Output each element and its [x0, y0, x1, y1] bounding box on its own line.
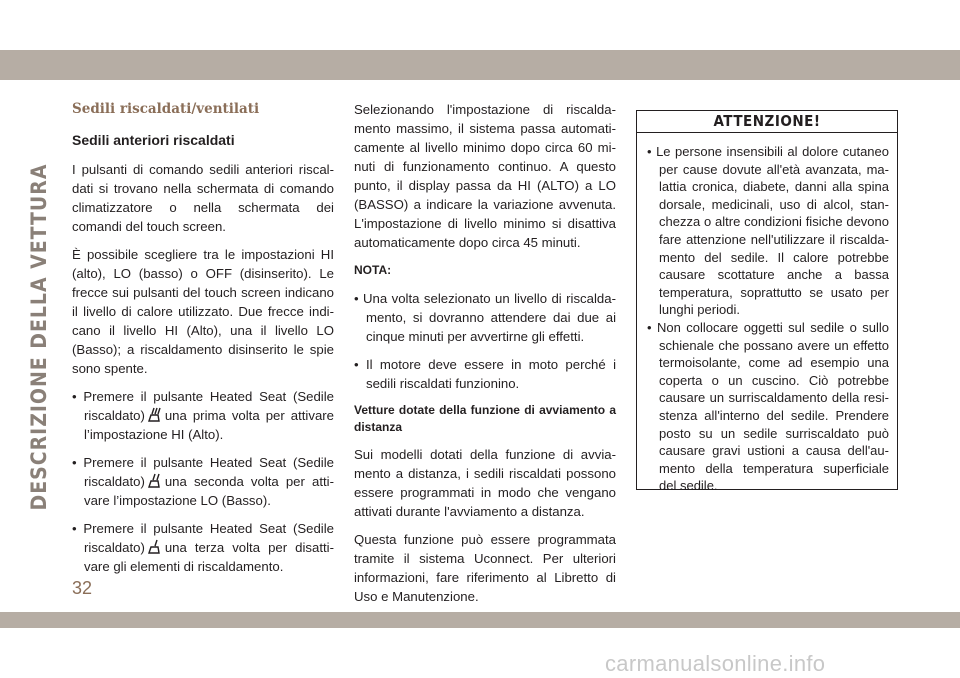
list-item: • Premere il pulsante Heated Seat (Sedile riscaldato) una seconda volta per attivare l’impostazione LO (Basso). [72, 455, 334, 508]
left-column [72, 100, 334, 585]
heated-seat-icon [147, 407, 163, 423]
middle-column [354, 100, 616, 615]
heated-seat-icon [147, 473, 163, 489]
subheading: Vetture dotate della funzione di avviamento a distanza [354, 403, 616, 434]
warning-title: ATTENZIONE! [637, 111, 897, 133]
list-item: • Una volta selezionato un livello di riscaldamento, si dovranno attendere dai due ai cinque minuti per avvertirne gli effetti. [354, 291, 616, 344]
list-item: • Non collocare oggetti sul sedile o sullo schienale che possano avere un effetto termoisolante, come ad esempio una coperta o un cuscino. Ciò potrebbe causare un surriscaldamento della resistenza all'interno del sedile. Prendere posto su un sedile surriscaldato può causare gravi ustioni a causa dell'aumento della temperatura superficiale del sedile. [647, 319, 889, 494]
heated-seat-icon [147, 539, 163, 555]
list-item: • Le persone insensibili al dolore cutaneo per cause dovute all'età avanzata, malattia cronica, diabete, danni alla spina dorsale, medicinali, uso di alcol, stanchezza o altre condizioni fisiche devono fare attenzione nell'utilizzare il riscaldamento del sedile. Il calore potrebbe causare scottature anche a bassa temperatura, soprattutto se usato per lunghi periodi. [647, 144, 889, 318]
section-title: Sedili riscaldati/ventilati [72, 101, 260, 117]
subtitle: Sedili anteriori riscaldati [72, 132, 235, 148]
paragraph: Selezionando l'impostazione di riscaldamento massimo, il sistema passa automaticamente al livello minimo dopo circa 60 minuti di funzionamento continuo. A questo punto, il display passa da HI (ALTO) a LO (BASSO) a indicare la variazione avvenuta. L'impostazione di livello minimo si disattiva automaticamente dopo circa 45 minuti. [354, 102, 616, 250]
side-chapter-title: DESCRIZIONE DELLA VETTURA [27, 163, 51, 511]
list-item: • Premere il pulsante Heated Seat (Sedile riscaldato) una terza volta per disattivare gli elementi di riscaldamento. [72, 521, 334, 574]
paragraph: Questa funzione può essere programmata tramite il sistema Uconnect. Per ulteriori informazioni, fare riferimento al Libretto di Uso e Manutenzione. [354, 532, 616, 604]
intro-paragraph-2: È possibile scegliere tra le impostazioni HI (alto), LO (basso) o OFF (disinserito). Le frecce sui pulsanti del touch screen indicano il livello di calore utilizzato. Due frecce indicano il livello HI (Alto), una il livello LO (Basso); a riscaldamento disinserito le spie sono spente. [72, 247, 334, 376]
paragraph: Sui modelli dotati della funzione di avviamento a distanza, i sedili riscaldati possono essere programmati in modo che vengano attivati durante l'avviamento a distanza. [354, 447, 616, 519]
list-item: • Premere il pulsante Heated Seat (Sedile riscaldato) una prima volta per attivare l’impostazione HI (Alto). [72, 389, 334, 442]
watermark: carmanualsonline.info [605, 651, 826, 676]
warning-body [637, 133, 897, 495]
header-band [0, 50, 960, 80]
warning-box [636, 110, 898, 494]
note-title: NOTA: [354, 263, 392, 277]
list-item: • Il motore deve essere in moto perché i sedili riscaldati funzionino. [354, 357, 616, 391]
intro-paragraph-1: I pulsanti di comando sedili anteriori riscaldati si trovano nella schermata di comando climatizzatore o nella schermata dei comandi del touch screen. [72, 162, 334, 234]
page-number: 32 [72, 578, 93, 598]
